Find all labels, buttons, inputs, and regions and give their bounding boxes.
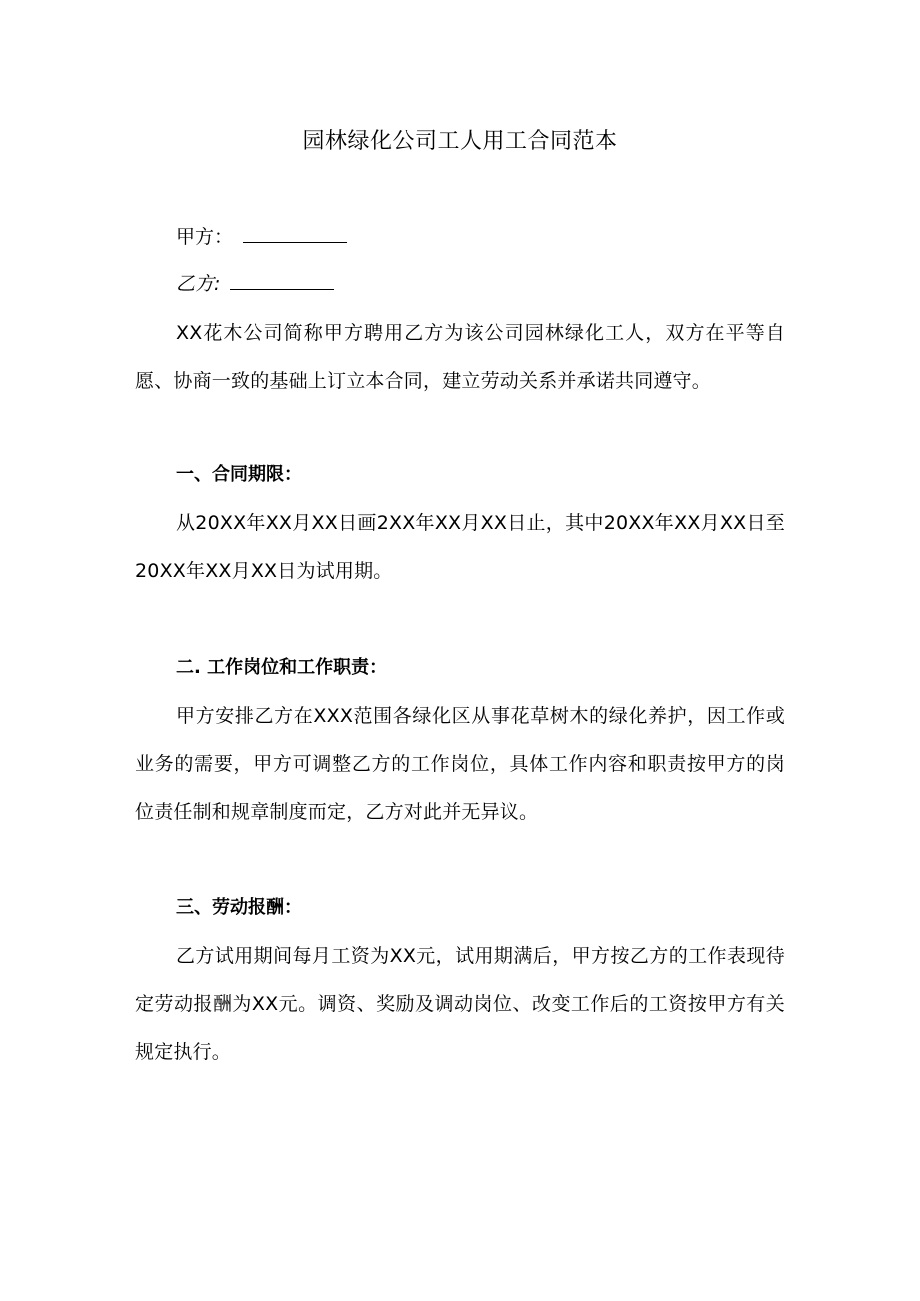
section-heading-pay: 三、劳动报酬： (176, 897, 302, 918)
party-a-blank (243, 224, 347, 243)
party-b-blank (230, 271, 334, 290)
party-b-label: 乙方: (176, 273, 221, 295)
section-body-term: 从20XX年XX月XX日画2XX年XX月XX日止，其中20XX年XX月XX日至20XX年XX月XX日为试用期。 (135, 512, 785, 582)
section-heading-term: 一、合同期限： (176, 464, 302, 485)
section-heading-position: 二. 工作岗位和工作职责： (176, 657, 388, 678)
intro-paragraph: XX花木公司简称甲方聘用乙方为该公司园林绿化工人，双方在平等自愿、协商一致的基础上订立本合同，建立劳动关系并承诺共同遵守。 (135, 322, 785, 392)
document-title: 园林绿化公司工人用工合同范本 (302, 129, 618, 154)
section-body-pay: 乙方试用期间每月工资为XX元，试用期满后，甲方按乙方的工作表现待定劳动报酬为XX元。调资、奖励及调动岗位、改变工作后的工资按甲方有关规定执行。 (135, 945, 785, 1063)
section-body-position: 甲方安排乙方在XXX范围各绿化区从事花草树木的绿化养护，因工作或业务的需要，甲方可调整乙方的工作岗位，具体工作内容和职责按甲方的岗位责任制和规章制度而定，乙方对此并无异议。 (135, 705, 785, 823)
party-a-line (176, 222, 347, 252)
party-a-label: 甲方： (176, 226, 234, 248)
party-b-line (176, 269, 334, 299)
